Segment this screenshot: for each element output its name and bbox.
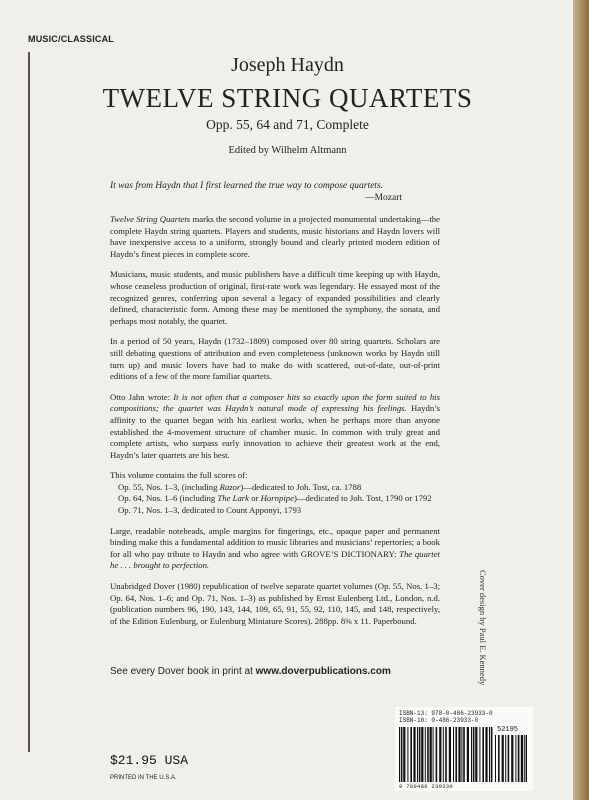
- title-block: [80, 54, 495, 156]
- author-name: Joseph Haydn: [231, 54, 344, 76]
- paragraph-history: In a period of 50 years, Haydn (1732–1809) composed over 80 string quartets. Scholars are still debating questions of attribution and even completeness (unknown works by Haydn still turn up) and music lovers have had to make do with scattered, out-of-date, out-of-print editions of a few of the more familiar quartets.: [110, 336, 440, 382]
- epigraph: [110, 180, 410, 204]
- jahn-quote: It is not often that a composer hits so exactly upon the form suited to his compositions; the quartet was Haydn’s natural mode of expressing his feelings.: [110, 391, 440, 414]
- description-body: [110, 214, 440, 636]
- barcode-icon: [399, 727, 493, 782]
- book-title-inline: Twelve String Quartets: [110, 214, 191, 224]
- paragraph-musicians: Musicians, music students, and music publishers have a difficult time keeping up with Haydn, whose ceaseless production of original, first-rate work was legendary. He essayed most of the recognized genres, conferring upon several a legacy of expanded possibilities and clearly defined, characteristic form. Among these may be mentioned the symphony, the sonata, and perhaps most notably, the quartet.: [110, 269, 440, 326]
- epigraph-quote: It was from Haydn that I first learned the true way to compose quartets.: [110, 181, 384, 191]
- contents-line-op71: Op. 71, Nos. 1–3, dedicated to Count Apponyi, 1793: [118, 505, 302, 516]
- isbn-10: ISBN-10: 0-486-23933-0: [399, 717, 479, 724]
- paragraph-text: marks the second volume in a projected monumental undertaking—the complete Haydn string quartets. Players and students, music historians and Haydn lovers will have inexpensive access to a uniform, strongly bound and clearly printed modern edition of Haydn’s finest pieces in complete score.: [110, 214, 441, 259]
- cover-design-credit: Cover design by Paul E. Kennedy: [478, 570, 488, 686]
- promo-line: [110, 666, 391, 677]
- category-label: MUSIC/CLASSICAL: [28, 34, 114, 44]
- paragraph-text: Large, readable noteheads, ample margins for fingerings, etc., opaque paper and permanent binding make this a fundamental addition to music libraries and musicians’ repertories; a book for all who pay tribute to Haydn and who agree with GROVE’S DICTIONARY:: [110, 525, 440, 559]
- addon-number: 52195: [497, 726, 519, 734]
- promo-text: See every Dover book in print at: [110, 666, 256, 677]
- isbn-13: ISBN-13: 978-0-486-23933-0: [399, 710, 493, 717]
- left-rule: [28, 52, 30, 752]
- editor-credit: Edited by Wilhelm Altmann: [228, 145, 347, 156]
- addon-barcode-icon: [495, 735, 527, 782]
- grove-quote: The quartet he . . . brought to perfection.: [110, 548, 440, 571]
- contents-line-op64: Op. 64, Nos. 1–6 (including The Lark or Hornpipe)—dedicated to Joh. Tost, 1790 or 1792: [118, 493, 432, 504]
- printed-in-label: PRINTED IN THE U.S.A.: [110, 775, 177, 781]
- paragraph-text: Otto Jahn wrote:: [110, 391, 174, 402]
- paragraph-intro: [110, 214, 440, 260]
- paragraph-text: Haydn’s affinity to the quartet began with his earliest works, when he perhaps more than anyone established the 4-movement structure of chamber music. In common with truly great and complete artists, who surpass early innovation to achieve their greatest work at the end, Haydn’s later quartets are his best.: [110, 403, 440, 460]
- epigraph-attribution: —Mozart: [365, 193, 402, 203]
- book-title: TWELVE STRING QUARTETS: [102, 83, 473, 113]
- paragraph-features: [110, 526, 440, 572]
- promo-url[interactable]: www.doverpublications.com: [255, 666, 391, 677]
- barcode-digits: 9 780486 239330: [399, 783, 454, 790]
- price-label: $21.95 USA: [110, 753, 189, 768]
- book-subtitle: Opp. 55, 64 and 71, Complete: [206, 117, 369, 132]
- paragraph-bibliographic: Unabridged Dover (1980) republication of twelve separate quartet volumes (Op. 55, Nos. 1–3; Op. 64, Nos. 1–6; and Op. 71, Nos. 1–3) as published by Ernst Eulenberg Ltd., London, n.d. (publication numbers 96, 190, 143, 144, 109, 65, 91, 55, 92, 110, 145, and 148, respectively, of the Edition Eulenburg, or Eulenburg Miniature Scores). 288pp. 8⅜ x 11. Paperbound.: [110, 581, 440, 626]
- isbn-barcode-box: [395, 707, 533, 791]
- contents-line-op55: Op. 55, Nos. 1–3, (including Razor)—dedicated to Joh. Tost, ca. 1788: [118, 481, 362, 492]
- spine-edge: [573, 0, 589, 800]
- paragraph-jahn: [110, 392, 440, 462]
- paragraph-contents: [110, 470, 440, 516]
- contents-intro: This volume contains the full scores of:: [110, 470, 248, 481]
